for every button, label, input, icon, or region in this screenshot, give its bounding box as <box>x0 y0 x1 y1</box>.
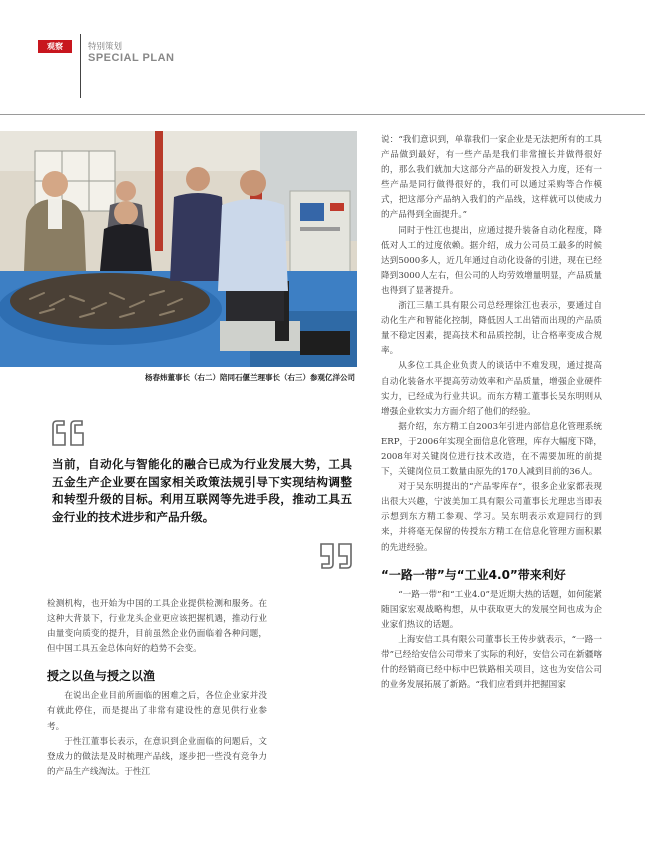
paragraph: 说：“我们意识到，单靠我们一家企业是无法把所有的工具产品做到最好，有一些产品是我们非常擅长并做得很好的，那么我们就加大这部分产品的研发投入力度，还有一些产品是同行做得很好的，我们可以通过采购等合作模式，把这部分产品纳入我们的产品线，这样就可以使成力的产品得到全面提升。” <box>381 135 602 221</box>
paragraph: 对于吴东明提出的“产品零库存”，很多企业家都表现出很大兴趣，宁波美加工具有限公司董事长尤理忠当即表示想到东方精工参观、学习。吴东明表示欢迎同行的到来，并将毫无保留的传授东方精工在信息化管理方面积累的先进经验。 <box>381 482 602 553</box>
paragraph: 据介绍，东方精工自2003年引进内部信息化管理系统ERP，于2006年实现全面信息化管理，库存大幅度下降，2008年对关键岗位进行技术改造，在不需要加班的前提下，关键岗位员工数量由原先的170人减到目前的36人。 <box>381 421 602 478</box>
paragraph: 上海安信工具有限公司董事长王传步就表示，“一路一带”已经给安信公司带来了实际的利好，安信公司在新疆喀什的经销商已经中标中巴铁路相关项目，这也为安信公司的业务发展拓展了新路。“我们应看到并把握国家 <box>381 634 602 691</box>
close-quote-icon <box>320 543 352 569</box>
paragraph: 浙江三鼎工具有限公司总经理徐江也表示，要通过自动化生产和智能化控制，降低因人工出错而出现的产品质量不稳定因素，提高技术和品质控制，让合格率变成合规率。 <box>381 301 602 357</box>
pull-quote: 当前，自动化与智能化的融合已成为行业发展大势，工具五金生产企业要在国家相关政策法规引导下实现结构调整和转型升级的目标。利用互联网等先进手段，推动工具五金行业的技术进步和产品升级。 <box>52 457 352 524</box>
open-quote-icon <box>52 420 84 446</box>
paragraph: 检测机构，也开始为中国的工具企业提供检测和服务。在这种大背景下，行业龙头企业更应该把握机遇，推动行业由量变向质变的提升，目前虽然企业仍面临着各种问题，但中国工具五金总体向好的趋势不会变。 <box>47 599 267 655</box>
section-title-cn: 特别策划 <box>88 42 123 52</box>
article-left-column <box>47 597 267 780</box>
paragraph: 从多位工具企业负责人的谈话中不难发现，通过提高自动化装备水平提高劳动效率和产品质量，增强企业硬件实力，已经成为行业共识。而东方精工董事长吴东明则从增强企业软实力方面介绍了他们的经验。 <box>381 361 602 417</box>
horizontal-rule <box>0 114 645 115</box>
paragraph: “一路一带”和“工业4.0”是近期大热的话题，如何能紧随国家宏观战略构想，从中获取更大的发展空间也成为企业家们热议的话题。 <box>381 589 602 630</box>
paragraph: 同时于性江也提出，应通过提升装备自动化程度，降低对人工的过度依赖。据介绍，成力公司员工最多的时候达到5000多人，近几年通过自动化设备的引进，现在已经降到3000人左右，但公司的人均劳效增量明显，产品质量也得到了显著提升。 <box>381 225 602 296</box>
factory-visit-photo <box>0 131 357 367</box>
article-right-column <box>381 133 602 693</box>
subheading: “一路一带”与“工业4.0”带来利好 <box>381 567 566 582</box>
subheading: 授之以鱼与授之以渔 <box>47 669 156 684</box>
paragraph: 于性江董事长表示，在意识到企业面临的问题后，文登成力的做法是及时梳理产品线，逐步把一些没有竞争力的产品生产线淘汰。于性江 <box>47 736 267 777</box>
section-tag: 观察 <box>38 40 72 53</box>
section-title-en: SPECIAL PLAN <box>88 52 175 64</box>
paragraph: 在说出企业目前所面临的困难之后，各位企业家并没有就此停住，而是提出了非常有建设性的意见供行业参考。 <box>47 691 267 732</box>
photo-caption: 杨春炜董事长（右二）陪同石偃兰理事长（右三）参观亿洋公司 <box>145 373 355 382</box>
header-divider <box>80 34 81 98</box>
